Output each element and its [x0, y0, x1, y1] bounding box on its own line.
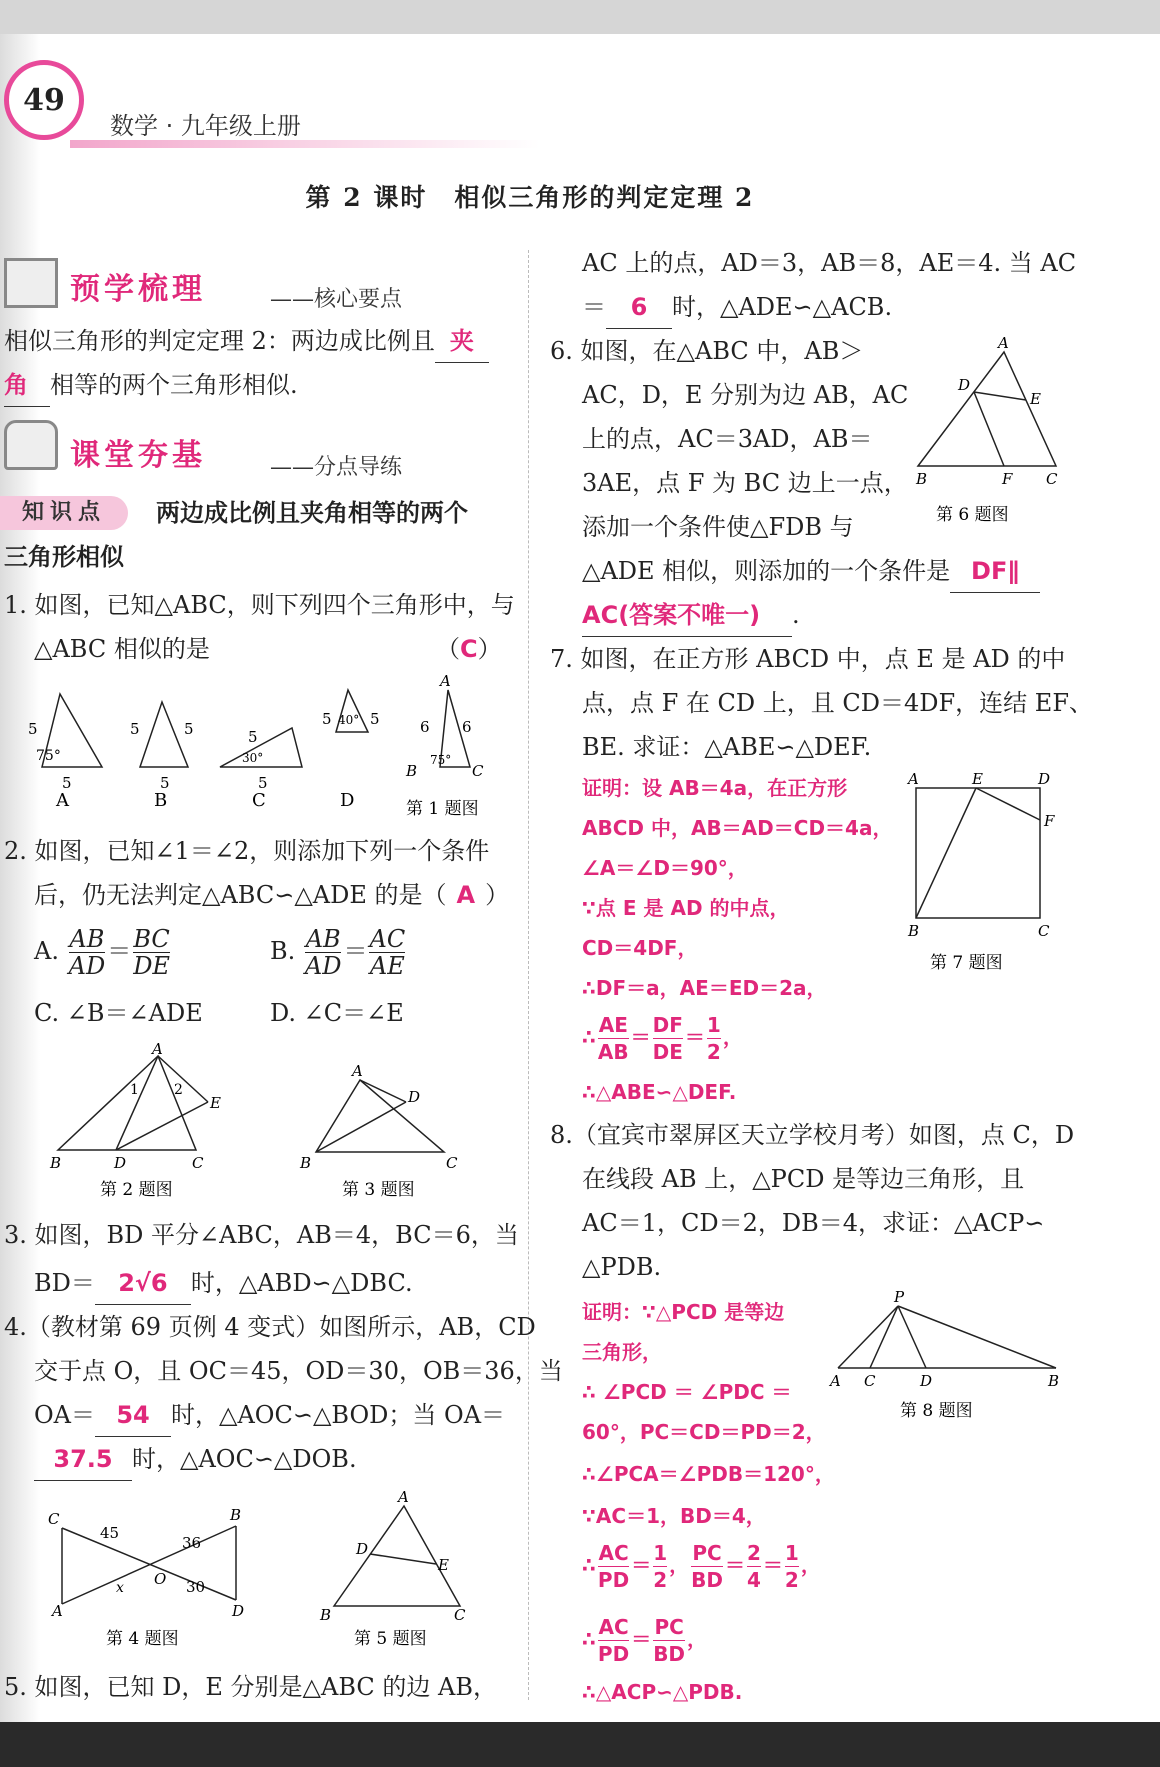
q3-line-2: BD＝ 2√6 时，△ABD∽△DBC. [34, 1262, 413, 1305]
q6-line-5: 添加一个条件使△FDB 与 [582, 513, 854, 541]
q2-figure [49, 1040, 221, 1200]
q1-figure [20, 672, 500, 822]
q3-fig-c: C [446, 1154, 458, 1172]
q6-fig-c: C [1046, 470, 1058, 488]
q1-triangle-c [220, 728, 302, 811]
q1-triangle-a [28, 694, 102, 811]
q1-main-a: A [440, 672, 451, 690]
q7-figure [900, 770, 1080, 980]
q7-proof-5: CD＝4DF， [582, 936, 698, 960]
q4-fig-x: x [116, 1580, 124, 1596]
q1-main-b: B [406, 762, 418, 780]
q5-line-3: ＝ 6 时，△ADE∽△ACB. [582, 286, 892, 329]
q5-figure [319, 1488, 466, 1648]
preview-line-2: 角 相等的两个三角形相似. [4, 364, 298, 407]
q1-d-right-label: 5 [370, 710, 380, 728]
top-bar [0, 0, 1160, 34]
q7-line-2: 点，点 F 在 CD 上，且 CD＝4DF，连结 EF、 [582, 689, 1093, 717]
q6-fig-b: B [916, 470, 928, 488]
q5-answer: 6 [606, 286, 672, 329]
q4-answer-2: 37.5 [34, 1438, 132, 1481]
q1-answer: C [460, 635, 478, 663]
q2-line-2: 后，仍无法判定△ABC∽△ADE 的是（ A ） [34, 881, 510, 909]
book-title: 数学 · 九年级上册 [110, 112, 301, 140]
knowledge-tag: 知识点 [0, 496, 128, 530]
q6-answer-2: AC(答案不唯一) [582, 594, 792, 637]
q4-fig-a: A [52, 1602, 63, 1620]
q7-fig-f: F [1044, 812, 1055, 830]
q4-q5-figures [40, 1488, 490, 1648]
q6-answer-1: DF∥ [950, 550, 1040, 593]
q7-fig-d: D [1038, 770, 1051, 788]
q8-fig-b: B [1048, 1372, 1060, 1390]
q5-fig-b: B [320, 1606, 332, 1624]
page-number: 49 [23, 82, 65, 118]
q2-option-d: D. ∠C＝∠E [270, 999, 404, 1027]
q7-caption: 第 7 题图 [930, 953, 1003, 973]
q4-line-1: 4.（教材第 69 页例 4 变式）如图所示，AB，CD [4, 1313, 536, 1341]
q4-fig-d: D [232, 1602, 245, 1620]
q3-fig-b: B [300, 1154, 312, 1172]
q7-proof-fraction: ∴ $\frac{AE}{AB}$ ＝ $\frac{DF}{DE}$ ＝ $\frac{1}{2}$ ， [582, 1013, 743, 1064]
q8-figure [826, 1290, 1076, 1420]
knowledge-title-line-1: 两边成比例且夹角相等的两个 [156, 499, 468, 527]
q7-fig-a: A [908, 770, 919, 788]
q1-triangle-d [322, 690, 380, 811]
q2-option-c: C. ∠B＝∠ADE [34, 999, 203, 1027]
q6-line-3: 上的点，AC＝3AD，AB＝ [582, 425, 873, 453]
q7-proof-2: ABCD 中，AB＝AD＝CD＝4a， [582, 816, 893, 840]
q7-proof-4: ∵点 E 是 AD 的中点， [582, 896, 790, 920]
q2-answer: A [456, 881, 476, 909]
q6-fig-f: F [1002, 470, 1013, 488]
q4-line-4: 37.5 时，△AOC∽△DOB. [34, 1438, 357, 1481]
q4-fig-o: O [154, 1570, 167, 1588]
q8-line-2: 在线段 AB 上，△PCD 是等边三角形，且 [582, 1165, 1025, 1193]
preview-section-title: 预学梳理 [70, 272, 206, 307]
q7-proof-1: 证明：设 AB＝4a，在正方形 [582, 776, 848, 800]
q6-line-2: AC，D，E 分别为边 AB，AC [582, 381, 909, 409]
q8-line-4: △PDB. [582, 1253, 662, 1281]
q3-fig-d: D [408, 1088, 421, 1106]
q4-line-2: 交于点 O，且 OC＝45，OD＝30，OB＝36，当 [34, 1357, 563, 1385]
q1-b-base-label: 5 [160, 774, 170, 792]
q1-b-left-label: 5 [130, 720, 140, 738]
q1-caption: 第 1 题图 [406, 799, 479, 819]
preview-answer-1: 夹 [435, 320, 489, 363]
q8-fig-c: C [864, 1372, 876, 1390]
q1-answer-paren: （C） [436, 635, 502, 663]
page-number-badge [4, 60, 84, 140]
preview-line-1: 相似三角形的判定定理 2：两边成比例且 夹 [4, 320, 489, 363]
q1-main-side-2: 6 [462, 718, 472, 736]
q7-fig-c: C [1038, 922, 1050, 940]
q5-line-1: 5. 如图，已知 D，E 分别是△ABC 的边 AB， [4, 1673, 498, 1701]
q4-caption: 第 4 题图 [106, 1629, 179, 1648]
q1-main-side-1: 6 [420, 718, 430, 736]
q5-fig-e: E [438, 1556, 449, 1574]
q6-line-1: 6. 如图，在△ABC 中，AB＞ [550, 337, 864, 365]
q8-proof-4: 60°，PC＝CD＝PD＝2， [582, 1420, 826, 1444]
q6-line-6: △ADE 相似，则添加的一个条件是 DF∥ [582, 550, 1040, 593]
q2-fig-angle-1: 1 [130, 1082, 139, 1098]
q5-fig-c: C [454, 1606, 466, 1624]
q1-b-right-label: 5 [184, 720, 194, 738]
q8-proof-fraction-1: ∴ $\frac{AC}{PD}$ ＝ $\frac{1}{2}$ ， $\frac{PC}{BD}$ ＝ $\frac{2}{4}$ ＝ $\frac{1}{2}$ ， [582, 1541, 821, 1592]
q1-option-a-label: A [56, 790, 69, 811]
classroom-section-subtitle: ——分点导练 [270, 455, 403, 480]
q1-d-left-label: 5 [322, 710, 332, 728]
q7-proof-3: ∠A＝∠D＝90°， [582, 856, 748, 880]
q8-proof-2: 三角形， [582, 1340, 662, 1364]
q1-option-b-label: B [154, 790, 168, 811]
q5-fig-d: D [356, 1540, 369, 1558]
q1-triangle-b [130, 702, 194, 811]
q7-line-1: 7. 如图，在正方形 ABCD 中，点 E 是 AD 的中 [550, 645, 1066, 673]
q8-line-3: AC＝1，CD＝2，DB＝4，求证：△ACP∽ [582, 1209, 1045, 1237]
q4-line-3: OA＝ 54 时，△AOC∽△BOD；当 OA＝ [34, 1394, 505, 1437]
q2-fig-angle-2: 2 [174, 1082, 183, 1098]
q1-option-c-label: C [252, 790, 266, 811]
school-icon [4, 258, 58, 308]
preview-answer-2: 角 [4, 364, 50, 407]
q2-fig-d: D [114, 1154, 127, 1172]
q4-fig-36: 36 [182, 1534, 202, 1552]
bottom-bar [0, 1722, 1160, 1767]
q4-fig-30: 30 [186, 1578, 206, 1596]
q8-conclusion: ∴△ACP∽△PDB. [582, 1680, 743, 1704]
q1-a-side-label: 5 [28, 720, 38, 738]
q8-fig-d: D [920, 1372, 933, 1390]
q2-caption: 第 2 题图 [100, 1180, 173, 1200]
q8-proof-fraction-2: ∴ $\frac{AC}{PD}$ ＝ $\frac{PC}{BD}$ ， [582, 1615, 708, 1666]
q3-answer: 2√6 [95, 1262, 191, 1305]
q1-c-base-label: 5 [258, 774, 268, 792]
q1-a-angle-label: 75° [36, 748, 61, 764]
q1-triangle-main [405, 672, 484, 819]
q2-fig-b: B [50, 1154, 62, 1172]
preview-section-subtitle: ——核心要点 [270, 287, 403, 312]
q7-fig-e: E [972, 770, 983, 788]
q8-proof-6: ∵AC＝1，BD＝4， [582, 1504, 766, 1528]
q6-line-7: AC(答案不唯一) . [582, 594, 800, 637]
q1-option-d-label: D [340, 790, 355, 811]
q8-fig-a: A [830, 1372, 841, 1390]
q2-fig-c: C [192, 1154, 204, 1172]
q6-line-4: 3AE，点 F 为 BC 边上一点， [582, 469, 908, 497]
q8-proof-5: ∴∠PCA＝∠PDB＝120°， [582, 1462, 835, 1486]
backpack-icon [4, 420, 58, 470]
q1-c-angle-label: 30° [242, 751, 264, 765]
q1-line-1: 1. 如图，已知△ABC，则下列四个三角形中，与 [4, 591, 515, 619]
q3-fig-a: A [352, 1062, 363, 1080]
q1-main-angle: 75° [430, 753, 452, 767]
q1-main-c: C [472, 762, 484, 780]
q6-figure [900, 330, 1080, 530]
q7-proof-6: ∴DF＝a，AE＝ED＝2a， [582, 976, 827, 1000]
q1-line-2: △ABC 相似的是 [34, 635, 210, 663]
q2-option-b: B. $\frac{AB}{AD}$ ＝ $\frac{AC}{AE}$ [270, 925, 406, 980]
lesson-title: 第 2 课时 相似三角形的判定定理 2 [305, 183, 755, 212]
q4-fig-45: 45 [100, 1524, 120, 1542]
q3-caption: 第 3 题图 [342, 1180, 415, 1200]
q6-caption: 第 6 题图 [936, 505, 1009, 525]
q4-fig-b: B [230, 1506, 242, 1524]
q6-fig-e: E [1030, 390, 1041, 408]
q2-line-1: 2. 如图，已知∠1＝∠2，则添加下列一个条件 [4, 837, 490, 865]
q7-conclusion: ∴△ABE∽△DEF. [582, 1080, 737, 1104]
q4-fig-c: C [48, 1510, 60, 1528]
q1-a-base-label: 5 [62, 774, 72, 792]
q6-fig-a: A [998, 334, 1009, 352]
column-divider [528, 250, 529, 1700]
q4-figure [48, 1506, 244, 1648]
q2-q3-figures [40, 1040, 490, 1208]
q7-line-3: BE. 求证：△ABE∽△DEF. [582, 733, 872, 761]
q6-fig-d: D [958, 376, 971, 394]
q5-line-2: AC 上的点，AD＝3，AB＝8，AE＝4. 当 AC [582, 249, 1077, 277]
q2-option-a: A. $\frac{AB}{AD}$ ＝ $\frac{BC}{DE}$ [34, 925, 170, 980]
q8-line-1: 8.（宜宾市翠屏区天立学校月考）如图，点 C，D [550, 1121, 1075, 1149]
q2-fig-e: E [210, 1094, 221, 1112]
header-underline [70, 140, 540, 148]
q4-answer-1: 54 [95, 1394, 171, 1437]
q2-fig-a: A [152, 1040, 163, 1058]
q5-fig-a: A [398, 1488, 409, 1506]
q3-line-1: 3. 如图，BD 平分∠ABC，AB＝4，BC＝6，当 [4, 1221, 519, 1249]
q1-d-angle-label: 40° [338, 713, 360, 727]
q3-figure [299, 1062, 458, 1200]
q7-fig-b: B [908, 922, 920, 940]
q8-caption: 第 8 题图 [900, 1401, 973, 1420]
knowledge-title-line-2: 三角形相似 [4, 543, 124, 571]
q8-proof-1: 证明：∵△PCD 是等边 [582, 1300, 785, 1324]
q8-proof-3: ∴ ∠PCD ＝ ∠PDC ＝ [582, 1380, 792, 1404]
q5-caption: 第 5 题图 [354, 1629, 427, 1648]
q1-c-side-label: 5 [248, 728, 258, 746]
q8-fig-p: P [894, 1290, 905, 1306]
classroom-section-title: 课堂夯基 [70, 438, 206, 473]
